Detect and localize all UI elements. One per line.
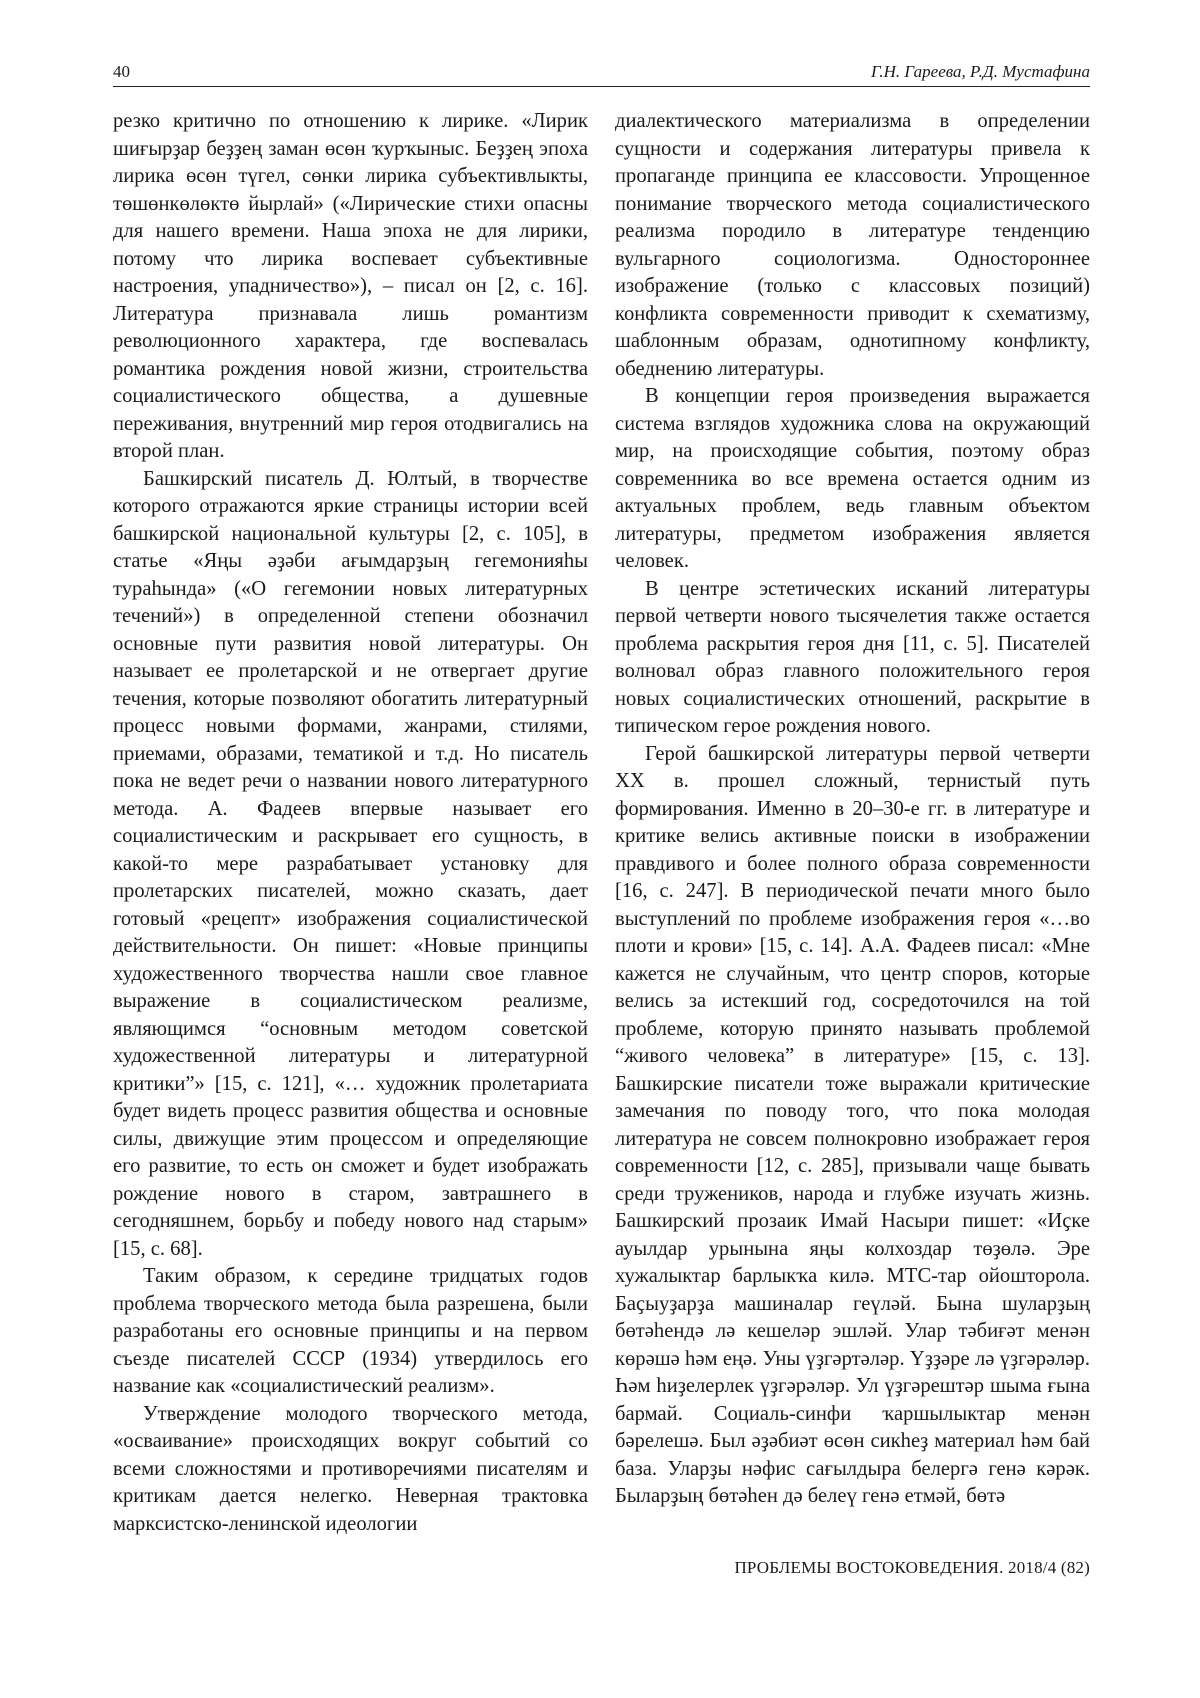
- left-column: [113, 108, 588, 1538]
- paragraph: Герой башкирской литературы первой четверти XX в. прошел сложный, тернистый путь формирования. Именно в 20–30-е гг. в литературе и критике велись активные поиски в изображении правдивого и более полного образа современности [16, с. 247]. В периодической печати много было выступлений по проблеме изображения героя «…во плоти и крови» [15, с. 14]. А.А. Фадеев писал: «Мне кажется не случайным, что центр споров, которые велись за истекший год, сосредоточился на той проблеме, которую принято называть проблемой “живого человека” в литературе» [15, с. 13]. Башкирские писатели тоже выражали критические замечания по поводу того, что пока молодая литература не совсем полнокровно изображает героя современности [12, с. 285], призывали чаще бывать среди тружеников, народа и глубже изучать жизнь. Башкирский прозаик Имай Насыри пишет: «Иҫке ауылдар урынына яңы колхоздар төҙөлә. Эре хужалыктар барлыкҡа килә. МТС-тар ойошторола. Баҫыуҙарҙа машиналар геүләй. Бына шуларҙың бөтәһендә лә кешеләр эшләй. Улар тәбиғәт менән көрәшә һәм еңә. Уны үҙгәртәләр. Үҙҙәре лә үҙгәрәләр. Һәм һиҙелерлек үҙгәрәләр. Ул үҙгәрештәр шыма ғына бармай. Социаль-синфи ҡаршылыктар менән бәрелешә. Был әҙәбиәт өсөн сикһеҙ материал һәм бай база. Уларҙы нәфис сағылдыра белергә генә кәрәк. Быларҙың бөтәһен дә белеү генә етмәй, бөтә: [615, 742, 1090, 1507]
- running-header-authors: Г.Н. Гареева, Р.Д. Мустафина: [870, 62, 1090, 81]
- page-number: 40: [113, 62, 130, 81]
- paragraph: резко критично по отношению к лирике. «Лирик шиғырҙар беҙҙең заман өсөн ҡурҡыныс. Беҙҙең эпоха лирика өсөн түгел, сөнки лирика субъективлыкты, төшөнкөлөктө йырлай» («Лирические стихи опасны для нашего времени. Наша эпоха не для лирики, потому что лирика воспевает субъективные настроения, упадничество»), – писал он [2, с. 16]. Литература признавала лишь романтизм революционного характера, где воспевалась романтика рождения новой жизни, строительства социалистического общества, а душевные переживания, внутренний мир героя отодвигались на второй план.: [113, 110, 588, 462]
- paragraph: Башкирский писатель Д. Юлтый, в творчестве которого отражаются яркие страницы истории всей башкирской национальной культуры [2, с. 105], в статье «Яңы әҙәби ағымдарҙың гегемонияһы тураһында» («О гегемонии новых литературных течений») в определенной степени обозначил основные пути развития новой литературы. Он называет ее пролетарской и не отвергает другие течения, которые позволяют обогатить литературный процесс новыми формами, жанрами, стилями, приемами, образами, тематикой и т.д. Но писатель пока не ведет речи о названии нового литературного метода. А. Фадеев впервые называет его социалистическим и раскрывает его сущность, в какой-то мере разрабатывает установку для пролетарских писателей, можно сказать, дает готовый «рецепт» изображения социалистической действительности. Он пишет: «Новые принципы художественного творчества нашли свое главное выражение в социалистическом реализме, являющимся “основным методом советской художественной литературы и литературной критики”» [15, с. 121], «… художник пролетариата будет видеть процесс развития общества и основные силы, движущие этим процессом и определяющие его развитие, то есть он сможет и будет изображать рождение нового в старом, завтрашнего в сегодняшнем, борьбу и победу нового над старым» [15, с. 68].: [113, 467, 588, 1260]
- paragraph: Таким образом, к середине тридцатых годов проблема творческого метода была разрешена, были разработаны его основные принципы и на первом съезде писателей СССР (1934) утвердилось его название как «социалистический реализм».: [113, 1265, 588, 1397]
- paragraph: диалектического материализма в определении сущности и содержания литературы привела к пропаганде принципа ее классовости. Упрощенное понимание творческого метода социалистического реализма породило в литературе тенденцию вульгарного социологизма. Одностороннее изображение (только с классовых позиций) конфликта современности приводит к схематизму, шаблонным образам, однотипному конфликту, обеднению литературы.: [615, 110, 1090, 380]
- journal-footer: ПРОБЛЕМЫ ВОСТОКОВЕДЕНИЯ. 2018/4 (82): [734, 1558, 1090, 1577]
- right-column: [615, 108, 1090, 1511]
- paragraph: Утверждение молодого творческого метода, «осваивание» происходящих вокруг событий со всеми сложностями и противоречиями писателям и критикам дается нелегко. Неверная трактовка марксистско-ленинской идеологии: [113, 1402, 588, 1535]
- paragraph: В центре эстетических исканий литературы первой четверти нового тысячелетия также остается проблема раскрытия героя дня [11, с. 5]. Писателей волновал образ главного положительного героя новых социалистических отношений, раскрытие в типическом герое рождения нового.: [615, 577, 1090, 737]
- paragraph: В концепции героя произведения выражается система взглядов художника слова на окружающий мир, на происходящие события, поэтому образ современника во все времена остается одним из актуальных проблем, ведь главным объектом литературы, предметом изображения является человек.: [615, 385, 1090, 572]
- running-header: [113, 60, 1090, 87]
